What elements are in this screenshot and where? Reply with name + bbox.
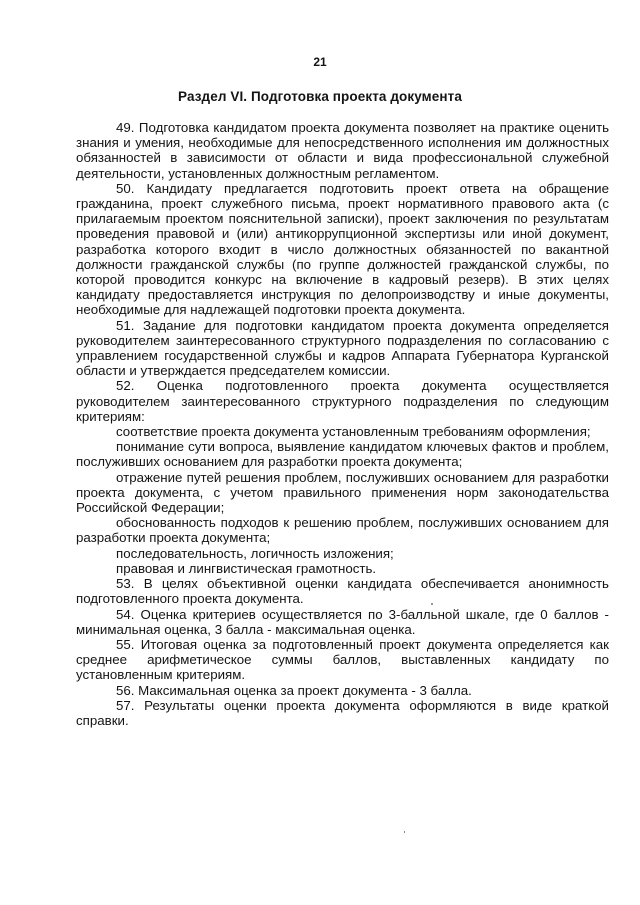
paragraph-56: 56. Максимальная оценка за проект документа - 3 балла. bbox=[116, 682, 472, 698]
scan-speck bbox=[431, 603, 433, 605]
scan-speck bbox=[404, 831, 405, 833]
section-title: Раздел VI. Подготовка проекта документа bbox=[178, 89, 462, 104]
criterion-literacy: правовая и лингвистическая грамотность. bbox=[116, 560, 377, 576]
paragraph-49: 49. Подготовка кандидатом проекта документа позволяет на практике оценить знания и умения, необходимые для непосредственного исполнения им должностных обязанностей в зависимости от области и вида профессиональной служебной деятельности, установленных должностным регламентом. bbox=[76, 120, 609, 181]
paragraph-50: 50. Кандидату предлагается подготовить проект ответа на обращение гражданина, проект служебного письма, проект нормативного правового акта (с прилагаемым проектом пояснительной записки), проект заключения по результатам проведения правовой и (или) антикоррупционной экспертизы или иной документ, разработка которого входит в число должностных обязанностей по вакантной должности гражданской службы (по группе должностей гражданской службы, по которой проводится конкурс на включение в кадровый резерв). В этих целях кандидату предоставляется инструкция по делопроизводству и иные документы, необходимые для надлежащей подготовки проекта документа. bbox=[76, 180, 609, 318]
paragraph-57: 57. Результаты оценки проекта документа оформляются в виде краткой справки. bbox=[76, 697, 609, 728]
criterion-solutions: отражение путей решения проблем, послуживших основанием для разработки проекта документа, с учетом правильного применения норм законодательства Российской Федерации; bbox=[76, 469, 609, 516]
page-number: 21 bbox=[313, 55, 327, 69]
criterion-understanding: понимание сути вопроса, выявление кандидатом ключевых фактов и проблем, послуживших основанием для разработки проекта документа; bbox=[76, 439, 609, 470]
criterion-formatting: соответствие проекта документа установленным требованиям оформления; bbox=[116, 424, 591, 440]
paragraph-55: 55. Итоговая оценка за подготовленный проект документа определяется как среднее арифметическое суммы баллов, выставленных кандидату по установленным критериям. bbox=[76, 636, 609, 683]
criterion-logic: последовательность, логичность изложения; bbox=[116, 545, 394, 561]
paragraph-53: 53. В целях объективной оценки кандидата обеспечивается анонимность подготовленного проекта документа. bbox=[76, 576, 609, 607]
criterion-approach: обоснованность подходов к решению проблем, послуживших основанием для разработки проекта документа; bbox=[76, 515, 609, 546]
paragraph-54: 54. Оценка критериев осуществляется по 3-балльной шкале, где 0 баллов - минимальная оценка, 3 балла - максимальная оценка. bbox=[76, 606, 609, 637]
document-body bbox=[76, 120, 609, 728]
paragraph-51: 51. Задание для подготовки кандидатом проекта документа определяется руководителем заинтересованного структурного подразделения по согласованию с управлением государственной службы и кадров Аппарата Губернатора Курганской области и утверждается председателем комиссии. bbox=[76, 317, 609, 379]
paragraph-52: 52. Оценка подготовленного проекта документа осуществляется руководителем заинтересованного структурного подразделения по следующим критериям: bbox=[76, 378, 609, 424]
